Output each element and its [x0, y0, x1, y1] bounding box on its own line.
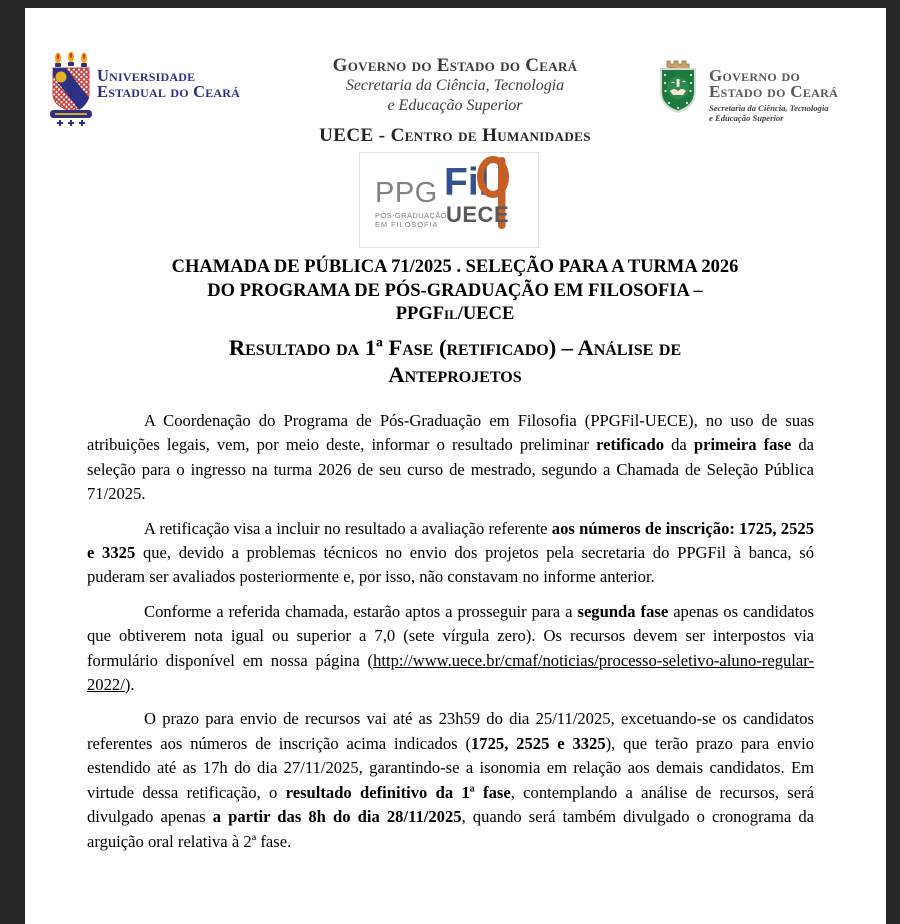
subtitle-line2: Anteprojetos	[388, 362, 522, 387]
gov-secretaria-line2: e Educação Superior	[709, 112, 784, 123]
ppgfil-subtitle-line1: PÓS-GRADUAÇÃO	[375, 211, 447, 220]
ppgfil-uece-text: UECE	[446, 202, 510, 227]
subtitle-line1: Resultado da 1ª Fase (retificado) – Análise de	[228, 335, 682, 360]
document-page	[25, 8, 886, 924]
uece-coat-of-arms-icon	[49, 52, 93, 126]
title-line2: DO PROGRAMA DE PÓS-GRADUAÇÃO EM FILOSOFIA –	[207, 280, 703, 301]
paragraph-2: A retificação visa a incluir no resultado a avaliação referente aos números de inscrição: 1725, 2525 e 3325 que, devido a problemas técnicos no envio dos projetos pela secretaria do PPGFil à banca, só puderam ser avaliados posteriormente e, por isso, não constavam no informe anterior.	[87, 518, 815, 587]
paragraph-4: O prazo para envio de recursos vai até as 23h59 do dia 25/11/2025, excetuando-se os candidatos referentes aos números de inscrição acima indicados (1725, 2525 e 3325), que terão prazo para envio estendido até as 17h do dia 27/11/2025, garantindo-se a isonomia em relação aos demais candidatos. Em virtude dessa retificação, o resultado definitivo da 1ª fase, contemplando a análise de recursos, será divulgado apenas a partir das 8h do dia 28/11/2025, quando será também divulgado o cronograma da arguição oral relativa à 2ª fase.	[87, 709, 815, 851]
document-subtitle	[80, 334, 830, 388]
letterhead-government-line: Governo do Estado do Ceará	[332, 55, 578, 76]
letterhead-centro-humanidades: UECE - Centro de Humanidades	[319, 125, 591, 146]
letterhead-center	[255, 55, 655, 147]
paragraph-1: A Coordenação do Programa de Pós-Graduação em Filosofia (PPGFil-UECE), no uso de suas atribuições legais, vem, por meio deste, informar o resultado preliminar retificado da primeira fase da seleção para o ingresso na turma 2026 de seu curso de mestrado, segundo a Chamada de Seleção Pública 71/2025.	[87, 411, 815, 504]
document-url-link[interactable]: http://www.uece.br/cmaf/noticias/processo-seletivo-aluno-regular-2022/	[87, 650, 814, 695]
uece-logo-text	[97, 68, 240, 99]
ppgfil-fil-text: Fil	[444, 161, 490, 204]
gov-logo-text	[709, 68, 899, 123]
letterhead-secretaria-line1: Secretaria da Ciência, Tecnologia	[345, 77, 565, 94]
ppgfil-ppg-text: PPG	[375, 177, 438, 209]
ceara-state-crest-icon	[657, 55, 699, 131]
letterhead-secretaria-line2: e Educação Superior	[387, 97, 523, 114]
gov-name-line1: Governo do	[709, 66, 801, 85]
paragraph-3: Conforme a referida chamada, estarão aptos a prosseguir para a segunda fase apenas os candidatos que obtiverem nota igual ou superior a 7,0 (sete vírgula zero). Os recursos devem ser interpostos via formulário disponível em nossa página (http://www.uece.br/cmaf/noticias/processo-seletivo-aluno-regular-2022/).	[87, 601, 814, 695]
title-line1: CHAMADA DE PÚBLICA 71/2025 . SELEÇÃO PARA A TURMA 2026	[171, 257, 739, 277]
ppgfil-subtitle-line2: EM FILOSOFIA	[375, 220, 439, 229]
document-title	[80, 256, 830, 327]
ppgfil-logo	[359, 152, 539, 248]
uece-name-line2: Estadual do Ceará	[97, 81, 241, 101]
gov-name-line2: Estado do Ceará	[709, 82, 839, 101]
document-body	[87, 409, 814, 864]
uece-name-line1: Universidade	[97, 66, 196, 85]
title-line3: PPGFil/UECE	[395, 304, 515, 324]
gov-secretaria-line1: Secretaria da Ciência, Tecnologia	[709, 103, 829, 113]
